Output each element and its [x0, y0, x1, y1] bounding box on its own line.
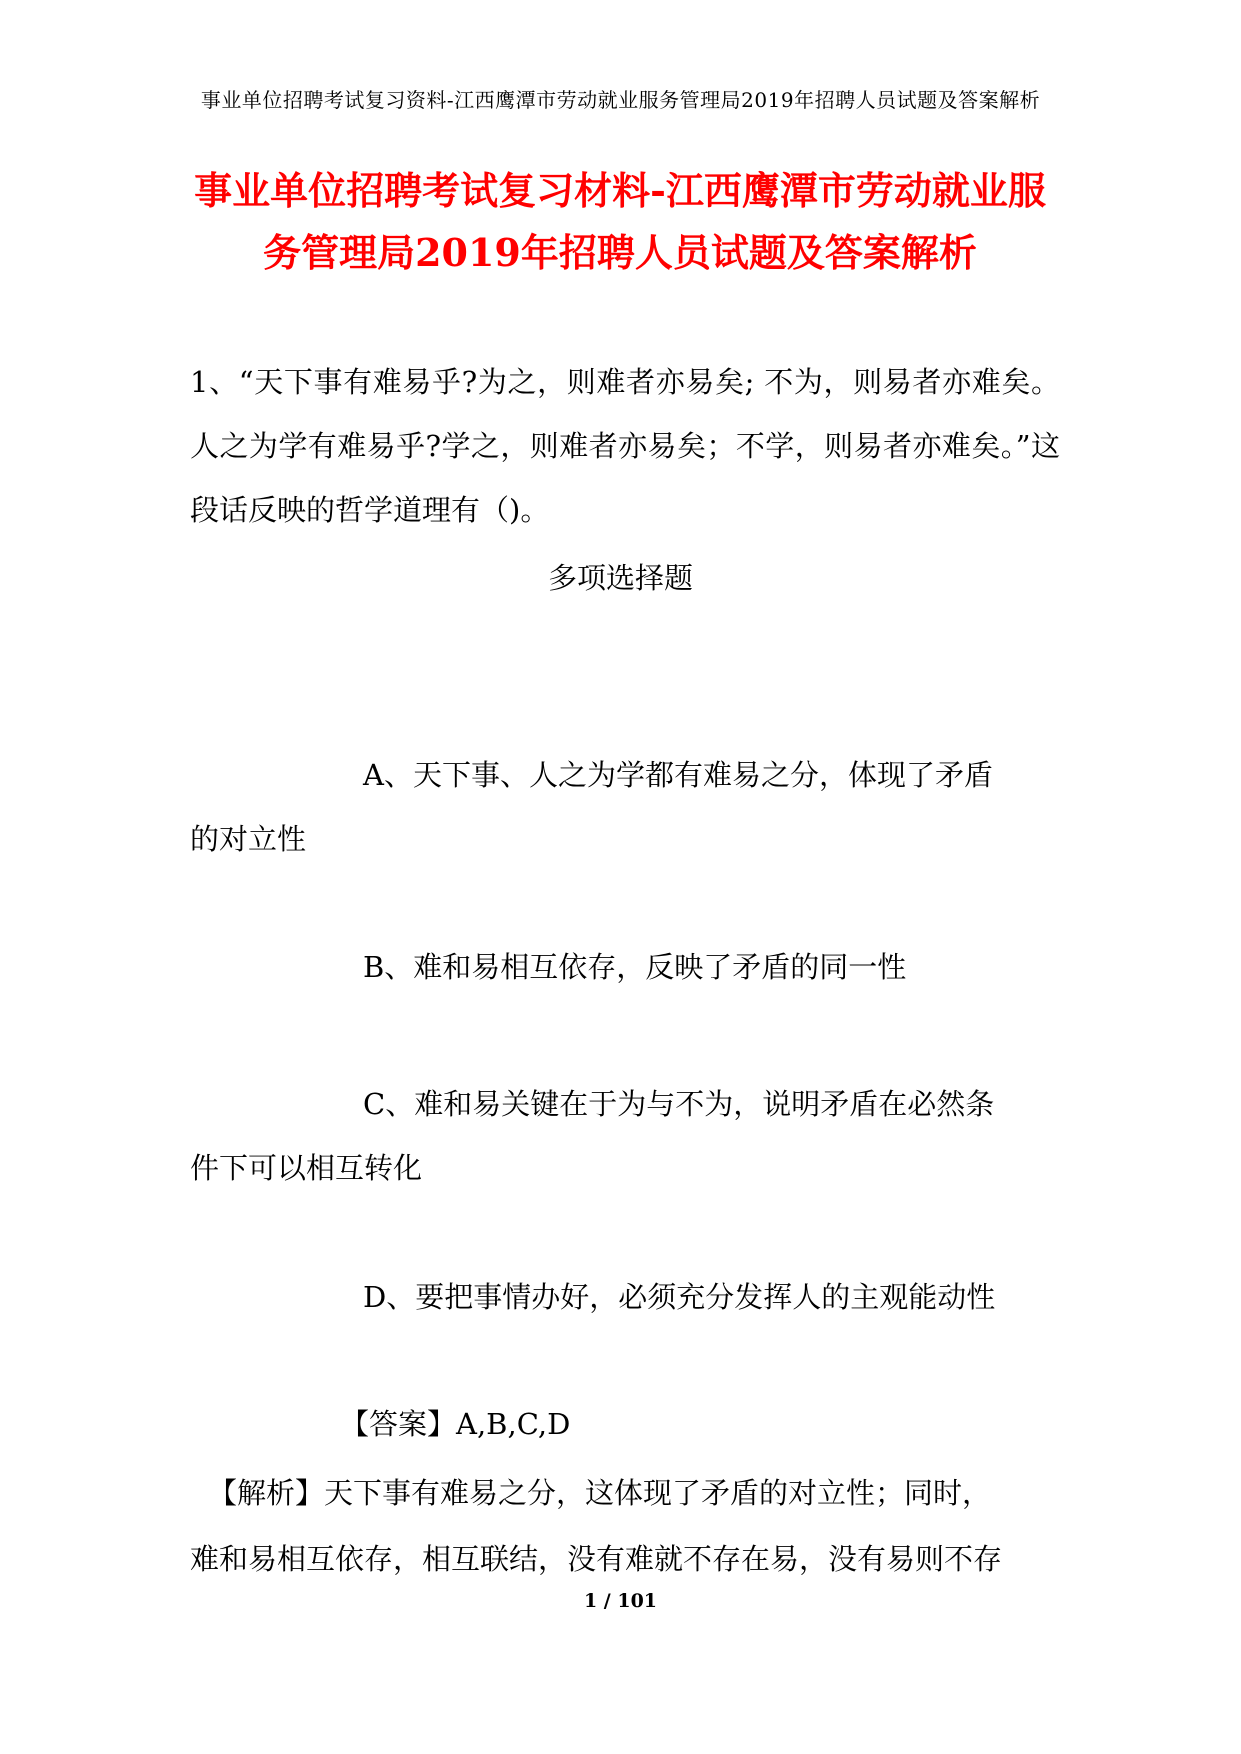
option-b-line-1: B、难和易相互依存，反映了矛盾的同一性 [363, 950, 907, 984]
question-type: 多项选择题 [547, 561, 693, 595]
page-number: 1 / 101 [583, 1590, 658, 1612]
option-d [190, 1265, 1060, 1329]
option-a-line-2: 的对立性 [190, 822, 307, 856]
option-a-line-1: A、天下事、人之为学都有难易之分，体现了矛盾 [363, 758, 993, 792]
option-a [190, 743, 1060, 871]
analysis-line-1: 【解析】天下事有难易之分，这体现了矛盾的对立性；同时， [208, 1476, 992, 1510]
question-text: 1、“天下事有难易乎?为之，则难者亦易矣; 不为，则易者亦难矣。人之为学有难易乎?学之，则难者亦易矣；不学，则易者亦难矣。”这段话反映的哲学道理有（)。 [190, 365, 1060, 527]
option-b [190, 935, 1060, 999]
option-c-line-1: C、难和易关键在于为与不为，说明矛盾在必然条 [363, 1087, 995, 1121]
running-header: 事业单位招聘考试复习资料-江西鹰潭市劳动就业服务管理局2019年招聘人员试题及答案解析 [200, 88, 1041, 112]
document-title [170, 160, 1070, 284]
document-title-line-1: 事业单位招聘考试复习材料-江西鹰潭市劳动就业服 [194, 168, 1046, 213]
document-title-line-2: 务管理局2019年招聘人员试题及答案解析 [263, 230, 977, 275]
answer-text: 【答案】A,B,C,D [340, 1407, 571, 1441]
option-d-line-1: D、要把事情办好，必须充分发挥人的主观能动性 [363, 1280, 996, 1314]
option-c [190, 1072, 1060, 1200]
analysis-line-2: 难和易相互依存，相互联结，没有难就不存在易，没有易则不存 [190, 1542, 1003, 1576]
option-c-line-2: 件下可以相互转化 [190, 1151, 423, 1185]
analysis-text [190, 1460, 1060, 1592]
